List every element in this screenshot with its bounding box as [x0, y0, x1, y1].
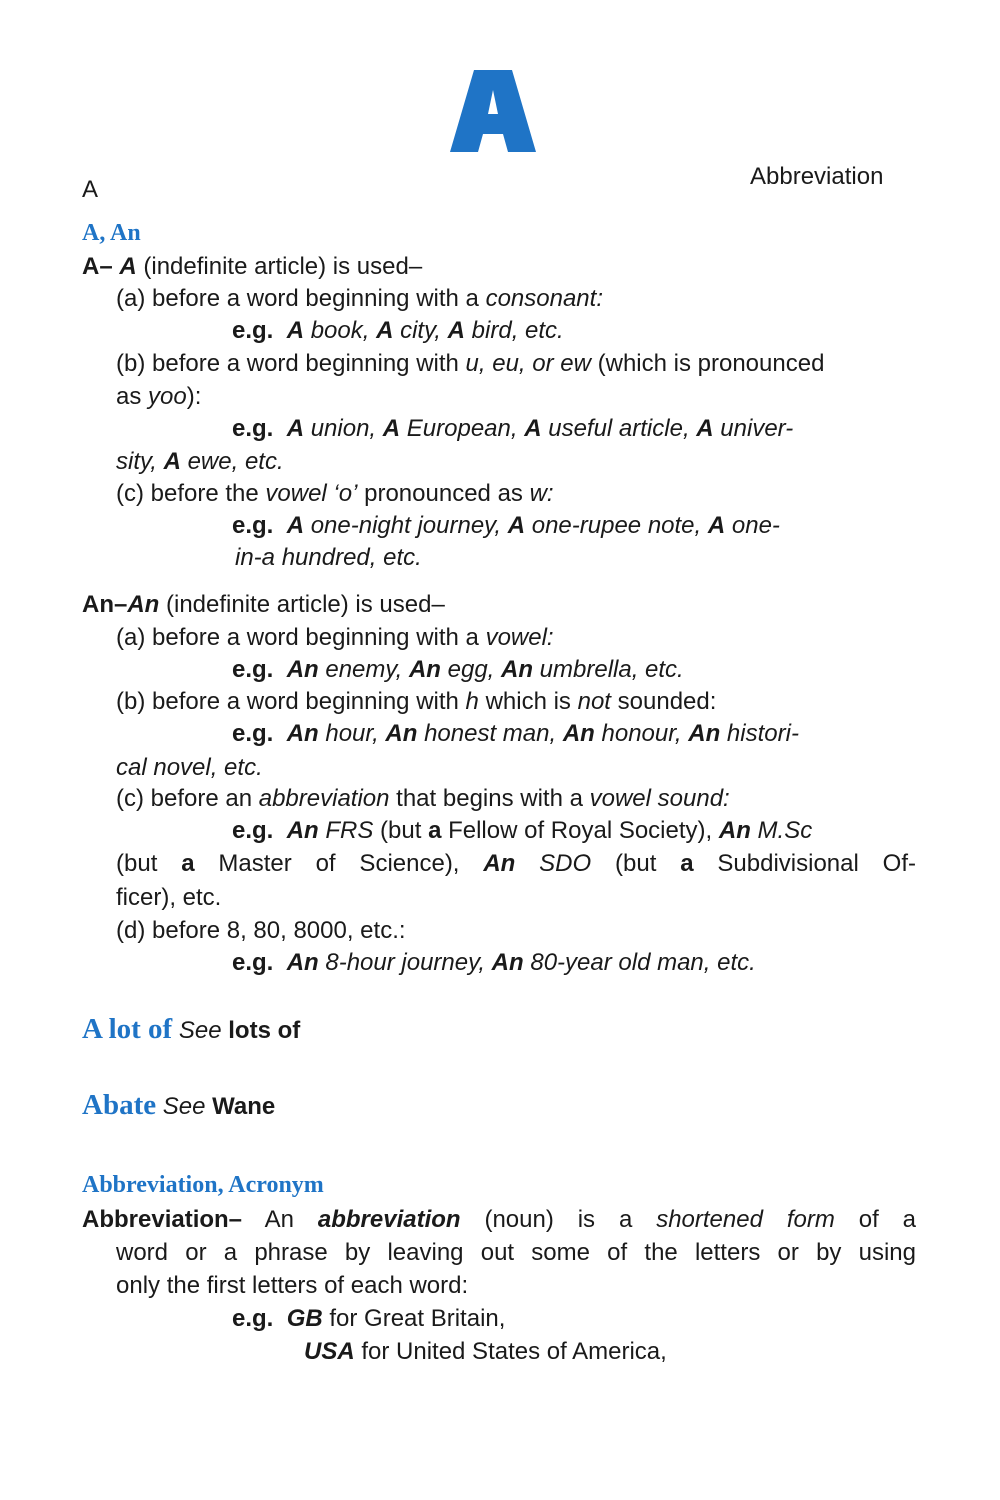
a-rule-b-example-cont: sity, A ewe, etc. [116, 448, 284, 475]
a-rule-b-example: e.g. A union, A European, A useful article, A univer- [232, 415, 794, 442]
cross-ref-wane: Wane [212, 1093, 276, 1120]
an-rule-b-example: e.g. An hour, An honest man, An honour, An histori- [232, 720, 799, 747]
a-rule-c-example-cont: in-a hundred, etc. [235, 544, 422, 571]
an-intro: An–An (indefinite article) is used– [82, 591, 445, 618]
an-rule-c-example: e.g. An FRS (but a Fellow of Royal Society), An M.Sc [232, 817, 813, 844]
an-rule-a-example: e.g. An enemy, An egg, An umbrella, etc. [232, 656, 684, 683]
section-letter-a [448, 66, 538, 156]
a-rule-c-example: e.g. A one-night journey, A one-rupee note, A one- [232, 512, 780, 539]
entry-heading-abate: Abate [82, 1089, 157, 1121]
abbreviation-example-2: USA for United States of America, [304, 1338, 667, 1365]
a-rule-a: (a) before a word beginning with a consonant: [116, 285, 603, 312]
a-intro: A– A (indefinite article) is used– [82, 253, 423, 280]
entry-heading-abbreviation: Abbreviation, Acronym [82, 1172, 324, 1198]
guide-word-right: Abbreviation [750, 163, 884, 190]
guide-word-left: A [82, 176, 99, 203]
a-rule-b: (b) before a word beginning with u, eu, or ew (which is pronounced [116, 350, 825, 377]
an-rule-b: (b) before a word beginning with h which is not sounded: [116, 688, 717, 715]
cross-ref-lots-of: lots of [228, 1017, 301, 1044]
a-rule-b-cont: as yoo): [116, 383, 202, 410]
abbreviation-def-line1: Abbreviation– An abbreviation (noun) is a shortened form of a [82, 1206, 916, 1233]
entry-heading-a-lot-of: A lot of [82, 1013, 173, 1045]
abbreviation-def-line2: word or a phrase by leaving out some of the letters or by using [116, 1239, 916, 1266]
a-rule-a-example: e.g. A book, A city, A bird, etc. [232, 317, 564, 344]
entry-abate: Abate See Wane [82, 1089, 276, 1121]
an-rule-a: (a) before a word beginning with a vowel: [116, 624, 554, 651]
entry-a-lot-of: A lot of See lots of [82, 1013, 301, 1045]
a-rule-c: (c) before the vowel ‘o’ pronounced as w: [116, 480, 554, 507]
an-rule-c-example-cont: (but a Master of Science), An SDO (but a Subdivisional Of- [116, 850, 917, 877]
an-rule-c: (c) before an abbreviation that begins with a vowel sound: [116, 785, 730, 812]
abbreviation-example-1: e.g. GB for Great Britain, [232, 1305, 506, 1332]
an-rule-b-example-cont: cal novel, etc. [116, 754, 263, 781]
an-rule-d: (d) before 8, 80, 8000, etc.: [116, 917, 406, 944]
abbreviation-def-line3: only the first letters of each word: [116, 1272, 469, 1299]
an-rule-d-example: e.g. An 8-hour journey, An 80-year old man, etc. [232, 949, 756, 976]
an-rule-c-example-cont2: ficer), etc. [116, 884, 222, 911]
entry-heading-a-an: A, An [82, 220, 141, 246]
